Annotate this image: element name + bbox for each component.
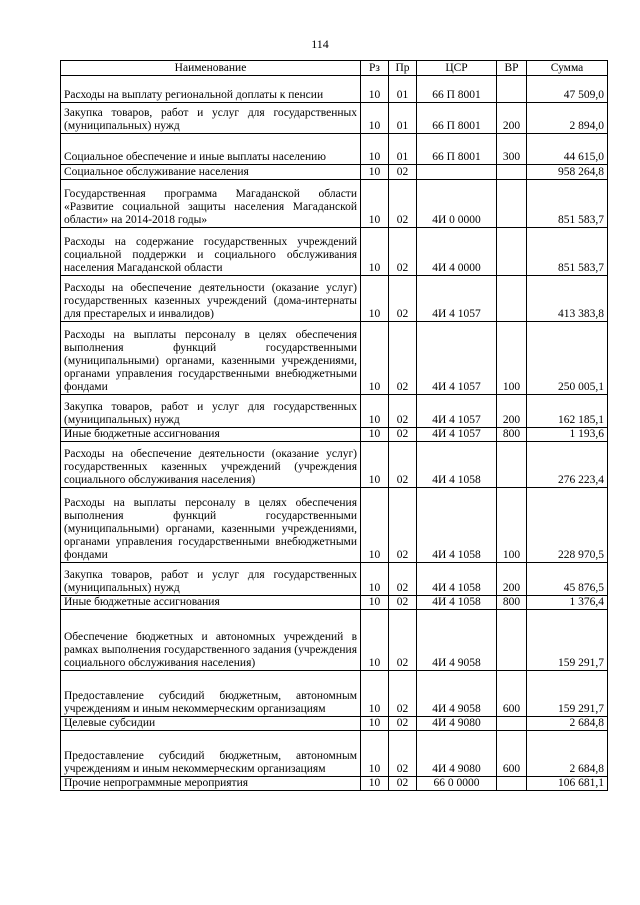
row-rz: 10: [361, 276, 389, 322]
row-sum: 106 681,1: [527, 777, 608, 791]
row-name: Прочие непрограммные мероприятия: [61, 777, 361, 791]
table-row: [61, 165, 608, 180]
row-rz: 10: [361, 731, 389, 777]
row-rz: 10: [361, 596, 389, 610]
table-row: [61, 671, 608, 717]
table-row: [61, 76, 608, 103]
row-name: Предоставление субсидий бюджетным, автономным учреждениям и иным некоммерческим организациям: [61, 671, 361, 717]
table-row: [61, 428, 608, 442]
row-csr: 4И 4 1057: [417, 276, 497, 322]
row-csr: 4И 4 9058: [417, 610, 497, 671]
row-pr: 02: [389, 671, 417, 717]
row-pr: 02: [389, 717, 417, 731]
row-pr: 02: [389, 276, 417, 322]
table-row: [61, 103, 608, 134]
row-name: Иные бюджетные ассигнования: [61, 428, 361, 442]
row-csr: 4И 4 1057: [417, 395, 497, 428]
row-csr: 4И 0 0000: [417, 180, 497, 228]
row-name: Обеспечение бюджетных и автономных учреждений в рамках выполнения государственного задания (учреждения социального обслуживания населения): [61, 610, 361, 671]
header-csr: ЦСР: [417, 61, 497, 76]
row-sum: 250 005,1: [527, 322, 608, 395]
row-name: Закупка товаров, работ и услуг для государственных (муниципальных) нужд: [61, 395, 361, 428]
row-vr: [497, 276, 527, 322]
row-vr: 200: [497, 395, 527, 428]
table-row: [61, 134, 608, 165]
row-vr: 100: [497, 322, 527, 395]
row-rz: 10: [361, 563, 389, 596]
row-vr: 200: [497, 103, 527, 134]
row-vr: 200: [497, 563, 527, 596]
row-vr: [497, 180, 527, 228]
table-row: [61, 563, 608, 596]
row-rz: 10: [361, 671, 389, 717]
row-sum: 851 583,7: [527, 228, 608, 276]
row-rz: 10: [361, 76, 389, 103]
row-rz: 10: [361, 488, 389, 563]
row-pr: 02: [389, 563, 417, 596]
row-vr: [497, 717, 527, 731]
row-rz: 10: [361, 610, 389, 671]
row-sum: 1 193,6: [527, 428, 608, 442]
row-rz: 10: [361, 180, 389, 228]
row-pr: 02: [389, 395, 417, 428]
row-name: Социальное обслуживание населения: [61, 165, 361, 180]
row-vr: 600: [497, 671, 527, 717]
row-sum: 44 615,0: [527, 134, 608, 165]
row-sum: 47 509,0: [527, 76, 608, 103]
row-vr: 600: [497, 731, 527, 777]
row-name: Закупка товаров, работ и услуг для государственных (муниципальных) нужд: [61, 103, 361, 134]
row-pr: 01: [389, 76, 417, 103]
row-csr: 4И 4 1058: [417, 488, 497, 563]
row-vr: [497, 165, 527, 180]
row-csr: 4И 4 1058: [417, 596, 497, 610]
row-vr: [497, 76, 527, 103]
table-row: [61, 610, 608, 671]
table-row: [61, 596, 608, 610]
row-vr: [497, 610, 527, 671]
row-name: Целевые субсидии: [61, 717, 361, 731]
header-pr: Пр: [389, 61, 417, 76]
row-rz: 10: [361, 165, 389, 180]
row-pr: 02: [389, 322, 417, 395]
row-pr: 02: [389, 228, 417, 276]
row-sum: 851 583,7: [527, 180, 608, 228]
row-rz: 10: [361, 428, 389, 442]
row-rz: 10: [361, 322, 389, 395]
page-number: 114: [311, 37, 329, 51]
row-rz: 10: [361, 717, 389, 731]
header-rz: Рз: [361, 61, 389, 76]
table-row: [61, 228, 608, 276]
row-csr: 66 П 8001: [417, 76, 497, 103]
table-row: [61, 322, 608, 395]
row-pr: 02: [389, 596, 417, 610]
row-csr: 4И 4 1057: [417, 428, 497, 442]
row-vr: 100: [497, 488, 527, 563]
row-pr: 02: [389, 610, 417, 671]
row-csr: 4И 4 1058: [417, 442, 497, 488]
row-name: Социальное обеспечение и иные выплаты населению: [61, 134, 361, 165]
table-row: [61, 777, 608, 791]
row-pr: 02: [389, 731, 417, 777]
row-csr: [417, 165, 497, 180]
row-name: Расходы на выплаты персоналу в целях обеспечения выполнения функций государственными (муниципальными) органами, казенными учреждениями, органами управления государственными внебюджетными фондами: [61, 322, 361, 395]
row-csr: 66 П 8001: [417, 103, 497, 134]
row-name: Государственная программа Магаданской области «Развитие социальной защиты населения Магаданской области» на 2014-2018 годы»: [61, 180, 361, 228]
row-pr: 01: [389, 134, 417, 165]
table-row: [61, 180, 608, 228]
row-rz: 10: [361, 395, 389, 428]
row-sum: 228 970,5: [527, 488, 608, 563]
table-row: [61, 442, 608, 488]
row-pr: 02: [389, 777, 417, 791]
row-sum: 958 264,8: [527, 165, 608, 180]
row-vr: 800: [497, 596, 527, 610]
row-vr: [497, 777, 527, 791]
row-name: Расходы на обеспечение деятельности (оказание услуг) государственных казенных учреждений (учреждения социального обслуживания населения): [61, 442, 361, 488]
row-name: Закупка товаров, работ и услуг для государственных (муниципальных) нужд: [61, 563, 361, 596]
row-pr: 02: [389, 180, 417, 228]
row-sum: 162 185,1: [527, 395, 608, 428]
row-rz: 10: [361, 442, 389, 488]
row-pr: 02: [389, 165, 417, 180]
row-sum: 2 684,8: [527, 731, 608, 777]
row-vr: [497, 442, 527, 488]
row-sum: 2 894,0: [527, 103, 608, 134]
row-pr: 01: [389, 103, 417, 134]
table-row: [61, 276, 608, 322]
table-header-row: [61, 61, 608, 76]
row-sum: 1 376,4: [527, 596, 608, 610]
row-rz: 10: [361, 228, 389, 276]
table-row: [61, 488, 608, 563]
row-csr: 66 0 0000: [417, 777, 497, 791]
table-row: [61, 395, 608, 428]
header-vr: ВР: [497, 61, 527, 76]
row-name: Предоставление субсидий бюджетным, автономным учреждениям и иным некоммерческим организациям: [61, 731, 361, 777]
table-row: [61, 731, 608, 777]
row-vr: 300: [497, 134, 527, 165]
row-pr: 02: [389, 442, 417, 488]
row-name: Расходы на выплаты персоналу в целях обеспечения выполнения функций государственными (муниципальными) органами, казенными учреждениями, органами управления государственными внебюджетными фондами: [61, 488, 361, 563]
row-sum: 413 383,8: [527, 276, 608, 322]
row-csr: 4И 4 0000: [417, 228, 497, 276]
row-sum: 2 684,8: [527, 717, 608, 731]
row-name: Расходы на выплату региональной доплаты к пенсии: [61, 76, 361, 103]
budget-table: [60, 60, 608, 791]
row-rz: 10: [361, 777, 389, 791]
row-sum: 45 876,5: [527, 563, 608, 596]
row-csr: 66 П 8001: [417, 134, 497, 165]
row-csr: 4И 4 9058: [417, 671, 497, 717]
row-rz: 10: [361, 103, 389, 134]
row-sum: 159 291,7: [527, 671, 608, 717]
table-row: [61, 717, 608, 731]
row-csr: 4И 4 1058: [417, 563, 497, 596]
row-sum: 276 223,4: [527, 442, 608, 488]
row-csr: 4И 4 9080: [417, 731, 497, 777]
row-csr: 4И 4 1057: [417, 322, 497, 395]
row-rz: 10: [361, 134, 389, 165]
header-sum: Сумма: [527, 61, 608, 76]
row-vr: 800: [497, 428, 527, 442]
row-name: Расходы на обеспечение деятельности (оказание услуг) государственных казенных учреждений (дома-интернаты для престарелых и инвалидов): [61, 276, 361, 322]
row-pr: 02: [389, 428, 417, 442]
row-name: Иные бюджетные ассигнования: [61, 596, 361, 610]
row-csr: 4И 4 9080: [417, 717, 497, 731]
row-vr: [497, 228, 527, 276]
row-sum: 159 291,7: [527, 610, 608, 671]
row-pr: 02: [389, 488, 417, 563]
header-name: Наименование: [61, 61, 361, 76]
row-name: Расходы на содержание государственных учреждений социальной поддержки и социального обслуживания населения Магаданской области: [61, 228, 361, 276]
